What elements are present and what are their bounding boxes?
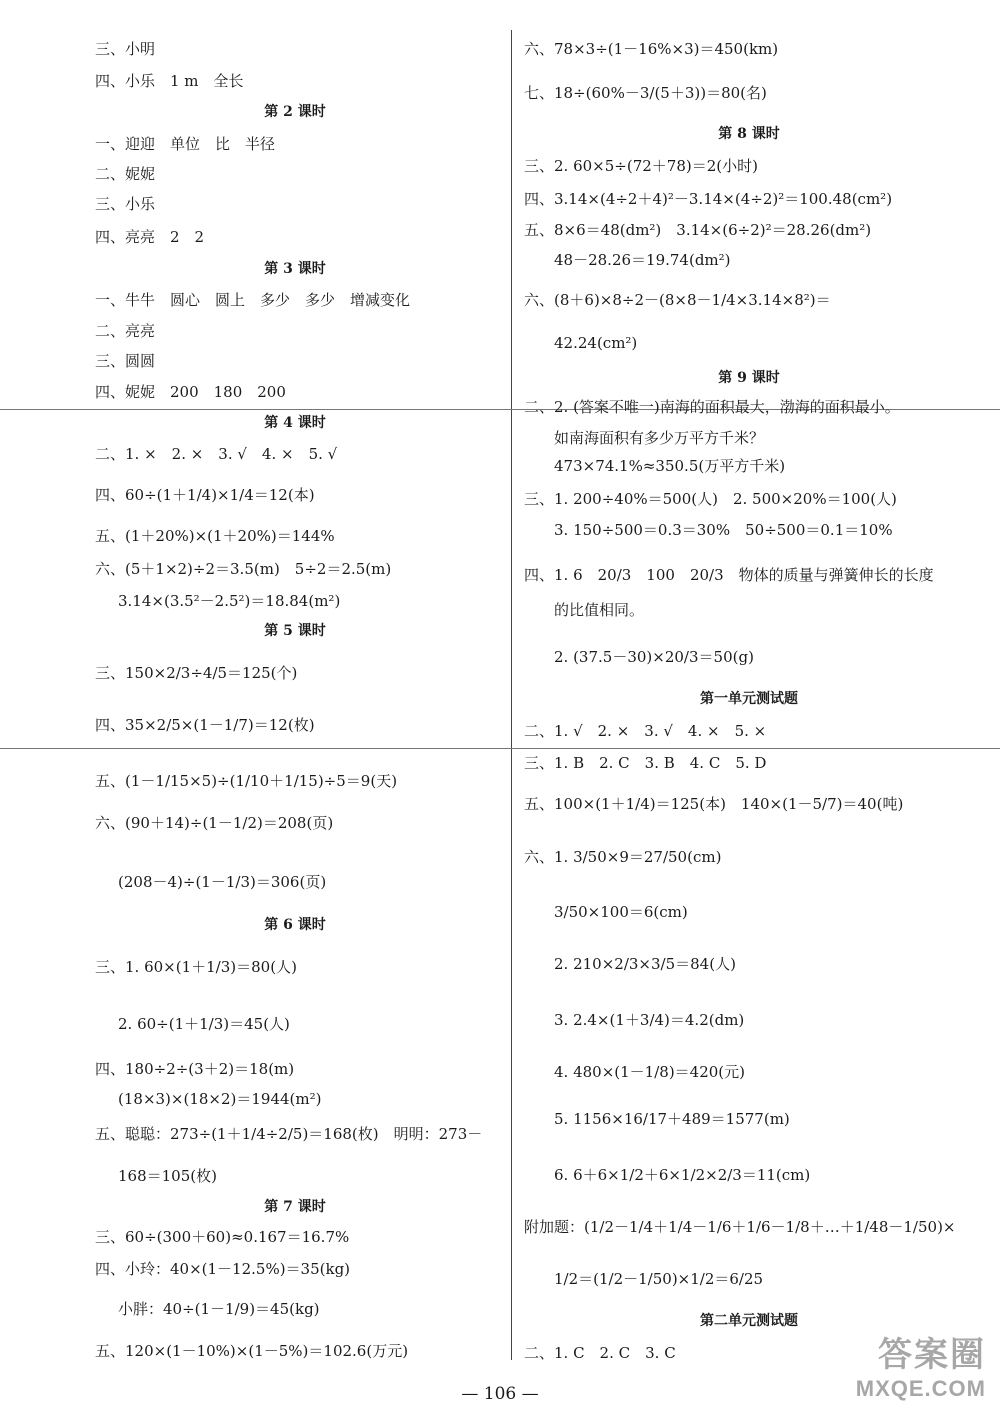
answer-line: 42.24(cm²) (554, 334, 638, 352)
answer-line: 二、1. √ 2. × 3. √ 4. × 5. × (524, 722, 767, 740)
answer-line: 如南海面积有多少万平方千米？ (554, 429, 765, 447)
answer-line: 四、亮亮 2 2 (95, 228, 205, 246)
watermark-en: MXQE.COM (855, 1376, 986, 1401)
answer-line: 三、1. 60×(1＋1/3)＝80(人) (95, 958, 297, 976)
answer-line: 四、35×2/5×(1－1/7)＝12(枚) (95, 716, 315, 734)
answer-line: 48－28.26＝19.74(dm²) (554, 251, 731, 269)
answer-line: 二、妮妮 (95, 165, 156, 183)
answer-line: 三、小乐 (95, 195, 156, 213)
answer-line: 二、1. × 2. × 3. √ 4. × 5. √ (95, 445, 338, 463)
section-heading: 第二单元测试题 (700, 1313, 798, 1329)
section-heading: 第 9 课时 (718, 370, 780, 386)
answer-line: 5. 1156×16/17＋489＝1577(m) (554, 1110, 790, 1128)
answer-line: 四、3.14×(4÷2＋4)²－3.14×(4÷2)²＝100.48(cm²) (524, 190, 893, 208)
section-heading: 第 3 课时 (264, 261, 326, 277)
answer-line: 3. 150÷500＝0.3＝30% 50÷500＝0.1＝10% (554, 521, 893, 539)
answer-line: 6. 6＋6×1/2＋6×1/2×2/3＝11(cm) (554, 1166, 811, 1184)
answer-line: 七、18÷(60%－3/(5＋3))＝80(名) (524, 84, 767, 102)
answer-line: 三、1. 200÷40%＝500(人) 2. 500×20%＝100(人) (524, 490, 897, 508)
answer-line: 四、60÷(1＋1/4)×1/4＝12(本) (95, 486, 315, 504)
answer-line: 二、1. C 2. C 3. C (524, 1344, 676, 1362)
section-heading: 第 7 课时 (264, 1199, 326, 1215)
watermark-logo (856, 1327, 986, 1402)
answer-line: 六、(8＋6)×8÷2－(8×8－1/4×3.14×8²)＝ (524, 291, 831, 309)
answer-line: 3.14×(3.5²－2.5²)＝18.84(m²) (118, 592, 341, 610)
page-number: — 106 — (461, 1384, 539, 1404)
answer-line: 四、1. 6 20/3 100 20/3 物体的质量与弹簧伸长的长度 (524, 566, 934, 584)
answer-line: 4. 480×(1－1/8)＝420(元) (554, 1063, 746, 1081)
answer-line: 的比值相同。 (554, 601, 645, 619)
answer-line: 2. (37.5－30)×20/3＝50(g) (554, 648, 754, 666)
section-heading: 第 2 课时 (264, 104, 326, 120)
answer-line: 六、(90＋14)÷(1－1/2)＝208(页) (95, 814, 334, 832)
watermark-cn: 答案圈 (878, 1336, 986, 1374)
section-heading: 第 8 课时 (718, 126, 780, 142)
answer-line: 五、(1－1/15×5)÷(1/10＋1/15)÷5＝9(天) (95, 772, 398, 790)
scan-line-bottom (0, 748, 1000, 749)
section-heading: 第 5 课时 (264, 623, 326, 639)
answer-line: 一、牛牛 圆心 圆上 多少 多少 增减变化 (95, 291, 411, 309)
answer-line: 四、180÷2÷(3＋2)＝18(m) (95, 1060, 295, 1078)
answer-line: 小胖：40÷(1－1/9)＝45(kg) (118, 1300, 320, 1318)
answer-line: 四、小乐 1 m 全长 (95, 72, 244, 90)
answer-line: 六、1. 3/50×9＝27/50(cm) (524, 848, 722, 866)
answer-line: 附加题：(1/2－1/4＋1/4－1/6＋1/6－1/8＋…＋1/48－1/50)× (524, 1218, 956, 1236)
answer-line: 六、(5＋1×2)÷2＝3.5(m) 5÷2＝2.5(m) (95, 560, 392, 578)
answer-line: 473×74.1%≈350.5(万平方千米) (554, 457, 786, 475)
answer-line: 三、2. 60×5÷(72＋78)＝2(小时) (524, 157, 758, 175)
answer-line: 六、78×3÷(1－16%×3)＝450(km) (524, 40, 779, 58)
section-heading: 第 4 课时 (264, 415, 326, 431)
answer-line: 168＝105(枚) (118, 1167, 217, 1185)
answer-line: 3. 2.4×(1＋3/4)＝4.2(dm) (554, 1011, 745, 1029)
answer-line: 四、妮妮 200 180 200 (95, 383, 286, 401)
answer-line: 三、1. B 2. C 3. B 4. C 5. D (524, 754, 767, 772)
answer-line: (18×3)×(18×2)＝1944(m²) (118, 1090, 322, 1108)
answer-line: 五、(1＋20%)×(1＋20%)＝144% (95, 527, 335, 545)
answer-line: 三、60÷(300＋60)≈0.167＝16.7% (95, 1228, 350, 1246)
answer-line: 四、小玲：40×(1－12.5%)＝35(kg) (95, 1260, 351, 1278)
answer-line: 五、100×(1＋1/4)＝125(本) 140×(1－5/7)＝40(吨) (524, 795, 904, 813)
section-heading: 第一单元测试题 (700, 691, 798, 707)
answer-line: (208－4)÷(1－1/3)＝306(页) (118, 873, 327, 891)
answer-line: 三、圆圆 (95, 352, 156, 370)
answer-line: 五、8×6＝48(dm²) 3.14×(6÷2)²＝28.26(dm²) (524, 221, 872, 239)
answer-line: 3/50×100＝6(cm) (554, 903, 688, 921)
answer-line: 2. 60÷(1＋1/3)＝45(人) (118, 1015, 290, 1033)
answer-line: 三、150×2/3÷4/5＝125(个) (95, 664, 298, 682)
section-heading: 第 6 课时 (264, 917, 326, 933)
answer-line: 五、120×(1－10%)×(1－5%)＝102.6(万元) (95, 1342, 409, 1360)
answer-line: 一、迎迎 单位 比 半径 (95, 135, 276, 153)
answer-line: 五、聪聪：273÷(1＋1/4÷2/5)＝168(枚) 明明：273－ (95, 1125, 483, 1143)
answer-line: 二、2. (答案不唯一)南海的面积最大，渤海的面积最小。 (524, 398, 900, 416)
answer-line: 二、亮亮 (95, 322, 156, 340)
answer-line: 2. 210×2/3×3/5＝84(人) (554, 955, 736, 973)
answer-line: 三、小明 (95, 40, 156, 58)
answer-line: 1/2＝(1/2－1/50)×1/2＝6/25 (554, 1270, 764, 1288)
column-divider (511, 30, 512, 1360)
